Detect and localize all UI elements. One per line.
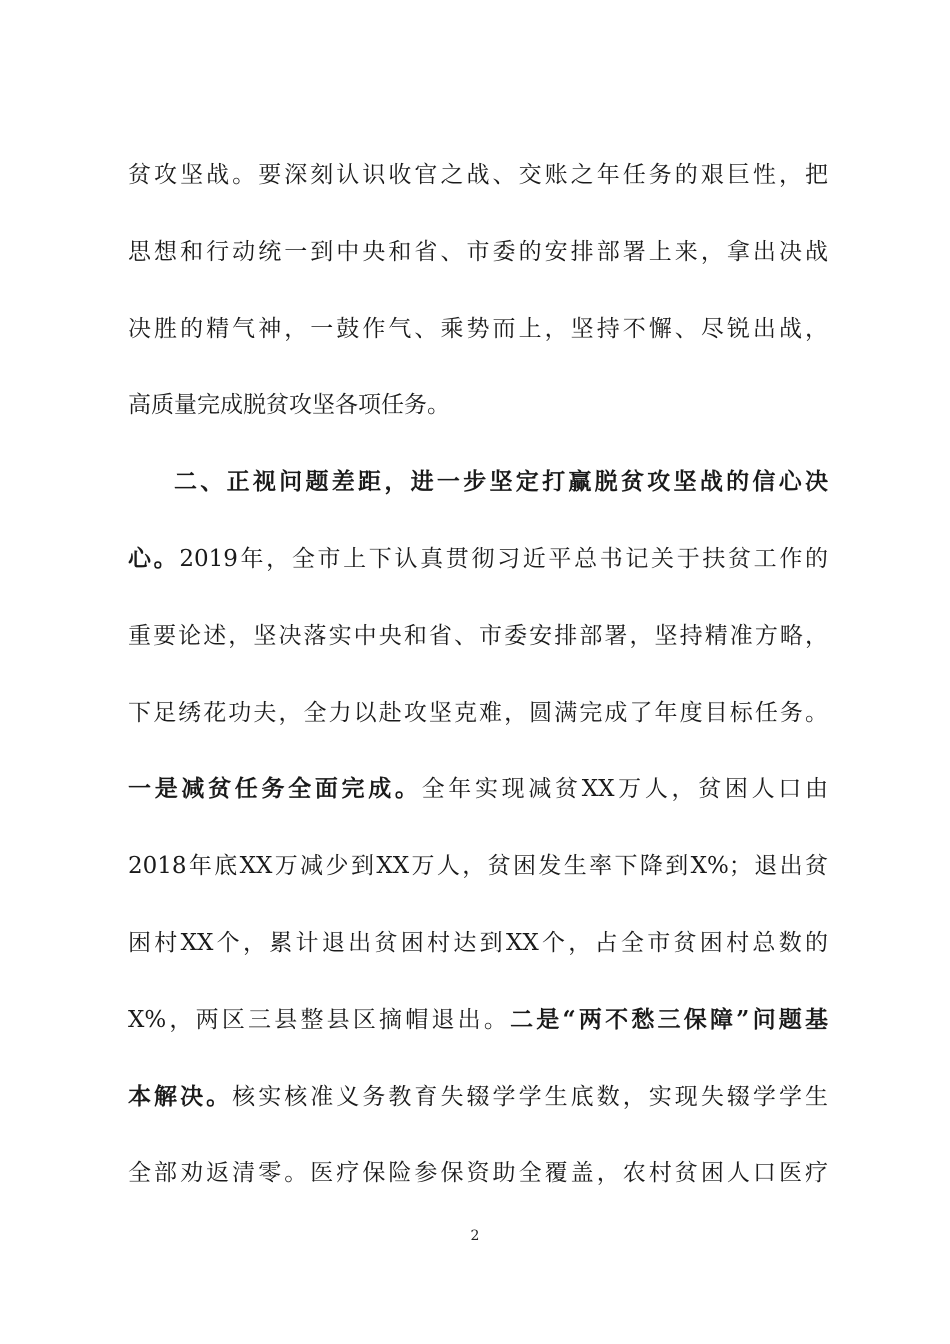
text-line-6	[128, 533, 828, 610]
point-one-heading: 一是减贫任务全面完成。	[128, 775, 422, 803]
text-run: 高质量完成脱贫攻坚各项任务。	[128, 392, 450, 419]
text-line-9	[128, 763, 828, 840]
page-number: 2	[470, 1228, 480, 1244]
text-line-14	[128, 1147, 828, 1224]
text-line-3	[128, 303, 828, 380]
text-run: 2018年底XX万减少到XX万人，贫困发生率下降到X%；退出贫	[128, 853, 828, 880]
section-heading-line	[128, 456, 828, 533]
point-two-heading: 二是“两不愁三保障”问题基	[510, 1005, 828, 1033]
text-line-13	[128, 1071, 828, 1148]
text-run: 困村XX个，累计退出贫困村达到XX个，占全市贫困村总数的	[128, 929, 828, 956]
section-heading-end: 心。	[128, 544, 180, 572]
text-run: 贫攻坚战。要深刻认识收官之战、交账之年任务的艰巨性，把	[128, 162, 828, 188]
text-line-7	[128, 610, 828, 687]
point-two-heading-end: 本解决。	[128, 1082, 233, 1110]
text-line-1	[128, 149, 828, 226]
text-run: 决胜的精气神，一鼓作气、乘势而上，坚持不懈、尽锐出战，	[128, 315, 828, 342]
text-run: 下足绣花功夫，全力以赴攻坚克难，圆满完成了年度目标任务。	[128, 699, 828, 726]
text-line-4	[128, 379, 828, 456]
text-line-2	[128, 226, 828, 303]
text-line-11	[128, 917, 828, 994]
text-line-8	[128, 687, 828, 764]
text-run: 核实核准义务教育失辍学学生底数，实现失辍学学生	[232, 1083, 829, 1110]
text-run: 2019年，全市上下认真贯彻习近平总书记关于扶贫工作的	[179, 545, 828, 572]
section-heading: 二、正视问题差距，进一步坚定打赢脱贫攻坚战的信心决	[174, 468, 828, 496]
text-line-12	[128, 994, 828, 1071]
text-run: 思想和行动统一到中央和省、市委的安排部署上来，拿出决战	[128, 238, 828, 265]
text-run: 全年实现减贫XX万人，贫困人口由	[421, 776, 829, 803]
text-line-10	[128, 840, 828, 917]
body-text	[128, 149, 828, 1224]
text-run: 全部劝返清零。医疗保险参保资助全覆盖，农村贫困人口医疗	[128, 1160, 828, 1187]
text-run: X%，两区三县整县区摘帽退出。	[128, 1006, 511, 1033]
text-run: 重要论述，坚决落实中央和省、市委安排部署，坚持精准方略，	[128, 622, 828, 649]
